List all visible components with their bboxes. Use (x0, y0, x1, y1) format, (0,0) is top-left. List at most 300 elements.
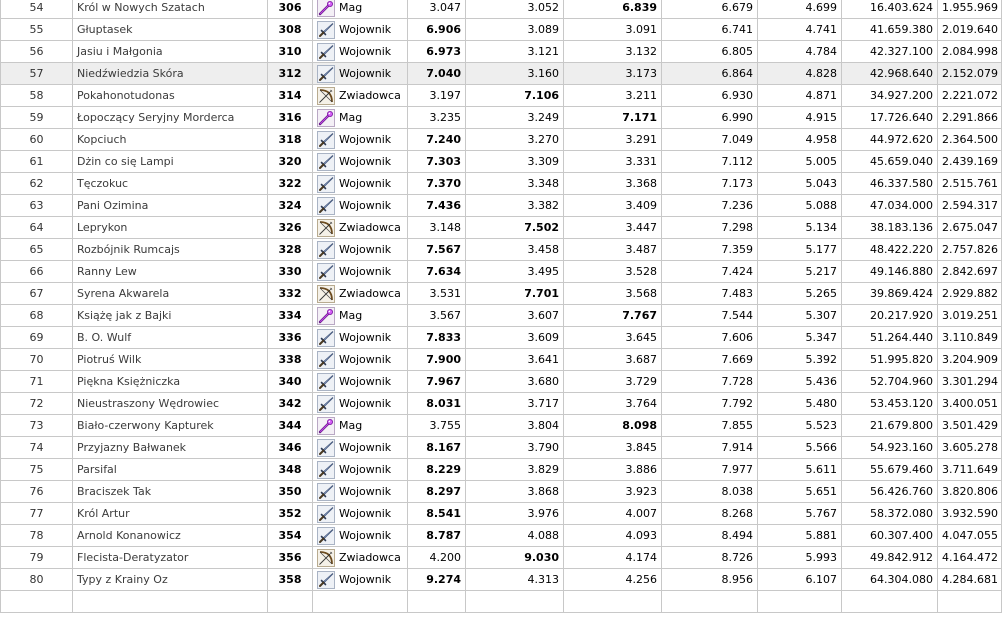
stat-s3-cell: 4.093 (564, 525, 662, 547)
class-label: Zwiadowca (339, 551, 401, 564)
opponent-name-cell[interactable]: Ranny Lew (73, 261, 268, 283)
experience-cell (842, 591, 938, 613)
class-label: Zwiadowca (339, 221, 401, 234)
stat-s2-cell: 3.609 (466, 327, 564, 349)
stat-s4-cell: 7.112 (662, 151, 758, 173)
stat-s2-cell: 4.313 (466, 569, 564, 591)
opponent-name-cell[interactable]: Król Artur (73, 503, 268, 525)
table-row[interactable] (1, 239, 1002, 261)
stat-s2-cell: 7.502 (466, 217, 564, 239)
stat-s2-cell: 3.249 (466, 107, 564, 129)
level-cell: 332 (268, 283, 313, 305)
class-cell (313, 261, 408, 283)
level-cell (268, 591, 313, 613)
sword-icon (317, 527, 335, 545)
opponent-name-cell[interactable]: Syrena Akwarela (73, 283, 268, 305)
stat-s5-cell: 5.265 (758, 283, 842, 305)
stat-s4-cell: 7.728 (662, 371, 758, 393)
stat-s3-cell: 7.171 (564, 107, 662, 129)
rank-cell: 72 (1, 393, 73, 415)
stat-s4-cell: 8.494 (662, 525, 758, 547)
class-label: Mag (339, 111, 363, 124)
table-row[interactable] (1, 19, 1002, 41)
stat-s5-cell: 6.107 (758, 569, 842, 591)
rank-cell: 56 (1, 41, 73, 63)
level-cell: 334 (268, 305, 313, 327)
class-cell (313, 63, 408, 85)
class-cell (313, 217, 408, 239)
gold-cell: 2.019.640 (938, 19, 1002, 41)
level-cell: 306 (268, 0, 313, 19)
rank-cell: 71 (1, 371, 73, 393)
stat-s2-cell: 3.160 (466, 63, 564, 85)
class-label: Wojownik (339, 573, 392, 586)
class-cell (313, 85, 408, 107)
stat-s3-cell: 4.174 (564, 547, 662, 569)
stat-s4-cell: 6.864 (662, 63, 758, 85)
class-cell (313, 591, 408, 613)
stat-s4-cell: 6.990 (662, 107, 758, 129)
bow-icon (317, 549, 335, 567)
stat-s3-cell: 4.256 (564, 569, 662, 591)
stat-s3-cell: 3.568 (564, 283, 662, 305)
stat-s4-cell: 6.805 (662, 41, 758, 63)
level-cell: 336 (268, 327, 313, 349)
class-label: Zwiadowca (339, 89, 401, 102)
experience-cell: 42.327.100 (842, 41, 938, 63)
class-label: Wojownik (339, 375, 392, 388)
class-cell (313, 19, 408, 41)
experience-cell: 17.726.640 (842, 107, 938, 129)
stat-s1-cell: 7.634 (408, 261, 466, 283)
level-cell: 342 (268, 393, 313, 415)
level-cell: 312 (268, 63, 313, 85)
class-cell (313, 569, 408, 591)
sword-icon (317, 571, 335, 589)
gold-cell: 2.439.169 (938, 151, 1002, 173)
rank-cell: 60 (1, 129, 73, 151)
level-cell: 358 (268, 569, 313, 591)
table-row[interactable] (1, 173, 1002, 195)
stat-s4-cell: 6.679 (662, 0, 758, 19)
class-label: Mag (339, 309, 363, 322)
class-cell (313, 327, 408, 349)
table-row[interactable] (1, 371, 1002, 393)
stat-s5-cell: 5.767 (758, 503, 842, 525)
level-cell: 308 (268, 19, 313, 41)
stat-s3-cell: 4.007 (564, 503, 662, 525)
stat-s2-cell: 3.309 (466, 151, 564, 173)
stat-s1-cell: 4.200 (408, 547, 466, 569)
rank-cell: 57 (1, 63, 73, 85)
stat-s5-cell: 4.958 (758, 129, 842, 151)
gold-cell: 1.955.969 (938, 0, 1002, 19)
class-cell (313, 283, 408, 305)
rank-cell: 69 (1, 327, 73, 349)
stat-s2-cell: 3.607 (466, 305, 564, 327)
bow-icon (317, 285, 335, 303)
table-row[interactable] (1, 261, 1002, 283)
opponent-name-cell[interactable]: B. O. Wulf (73, 327, 268, 349)
opponent-name-cell[interactable]: Leprykon (73, 217, 268, 239)
opponent-name-cell[interactable]: Pokahonotudonas (73, 85, 268, 107)
experience-cell: 64.304.080 (842, 569, 938, 591)
gold-cell: 4.047.055 (938, 525, 1002, 547)
gold-cell: 2.152.079 (938, 63, 1002, 85)
stat-s2-cell: 3.458 (466, 239, 564, 261)
stat-s1-cell: 7.567 (408, 239, 466, 261)
class-label: Wojownik (339, 507, 392, 520)
stat-s3-cell: 6.839 (564, 0, 662, 19)
opponent-name-cell[interactable]: Kopciuch (73, 129, 268, 151)
stat-s4-cell: 7.483 (662, 283, 758, 305)
level-cell: 350 (268, 481, 313, 503)
table-row[interactable] (1, 63, 1002, 85)
stat-s5-cell: 5.881 (758, 525, 842, 547)
stat-s5-cell: 5.217 (758, 261, 842, 283)
gold-cell: 3.400.051 (938, 393, 1002, 415)
table-row[interactable] (1, 129, 1002, 151)
level-cell: 344 (268, 415, 313, 437)
sword-icon (317, 197, 335, 215)
rank-cell: 66 (1, 261, 73, 283)
table-row[interactable] (1, 327, 1002, 349)
class-cell (313, 239, 408, 261)
stat-s4-cell: 7.424 (662, 261, 758, 283)
stat-s5-cell: 5.651 (758, 481, 842, 503)
stat-s1-cell: 8.297 (408, 481, 466, 503)
rank-cell: 61 (1, 151, 73, 173)
stat-s1-cell: 6.973 (408, 41, 466, 63)
table-row[interactable] (1, 217, 1002, 239)
experience-cell: 34.927.200 (842, 85, 938, 107)
stat-s3-cell: 3.291 (564, 129, 662, 151)
stat-s3-cell: 3.687 (564, 349, 662, 371)
stat-s1-cell: 3.197 (408, 85, 466, 107)
sword-icon (317, 395, 335, 413)
table-row[interactable] (1, 459, 1002, 481)
opponent-name-cell[interactable]: Parsifal (73, 459, 268, 481)
stat-s2-cell: 3.382 (466, 195, 564, 217)
stat-s4-cell: 6.930 (662, 85, 758, 107)
stat-s1-cell: 3.531 (408, 283, 466, 305)
table-row[interactable] (1, 481, 1002, 503)
rank-cell (1, 591, 73, 613)
experience-cell: 21.679.800 (842, 415, 938, 437)
table-row[interactable] (1, 569, 1002, 591)
opponent-name-cell[interactable]: Przyjazny Bałwanek (73, 437, 268, 459)
stat-s4-cell: 7.914 (662, 437, 758, 459)
opponent-name-cell[interactable]: Rozbójnik Rumcajs (73, 239, 268, 261)
experience-cell: 39.869.424 (842, 283, 938, 305)
class-label: Wojownik (339, 441, 392, 454)
opponent-name-cell[interactable]: Książę jak z Bajki (73, 305, 268, 327)
opponent-name-cell[interactable]: Tęczokuc (73, 173, 268, 195)
stat-s4-cell: 7.173 (662, 173, 758, 195)
stat-s1-cell: 8.787 (408, 525, 466, 547)
stat-s4-cell: 7.049 (662, 129, 758, 151)
stat-s4-cell: 8.956 (662, 569, 758, 591)
sword-icon (317, 483, 335, 501)
stat-s3-cell: 3.886 (564, 459, 662, 481)
stat-s1-cell: 7.303 (408, 151, 466, 173)
class-cell (313, 41, 408, 63)
class-label: Wojownik (339, 463, 392, 476)
class-label: Mag (339, 419, 363, 432)
stat-s5-cell: 4.828 (758, 63, 842, 85)
stat-s1-cell: 8.167 (408, 437, 466, 459)
stat-s5-cell: 5.307 (758, 305, 842, 327)
experience-cell: 46.337.580 (842, 173, 938, 195)
class-label: Wojownik (339, 177, 392, 190)
opponent-name-cell[interactable]: Jasiu i Małgonia (73, 41, 268, 63)
rank-cell: 76 (1, 481, 73, 503)
sword-icon (317, 351, 335, 369)
stat-s4-cell: 7.298 (662, 217, 758, 239)
experience-cell: 51.995.820 (842, 349, 938, 371)
class-label: Wojownik (339, 67, 392, 80)
class-cell (313, 525, 408, 547)
gold-cell: 3.301.294 (938, 371, 1002, 393)
rank-cell: 68 (1, 305, 73, 327)
wand-icon (317, 417, 335, 435)
table-row[interactable] (1, 503, 1002, 525)
opponent-name-cell[interactable]: Nieustraszony Wędrowiec (73, 393, 268, 415)
table-body (1, 0, 1002, 613)
class-label: Wojownik (339, 199, 392, 212)
table-row[interactable] (1, 151, 1002, 173)
class-label: Wojownik (339, 529, 392, 542)
opponent-name-cell[interactable]: Pani Ozimina (73, 195, 268, 217)
stat-s3-cell: 3.528 (564, 261, 662, 283)
stat-s3-cell: 3.845 (564, 437, 662, 459)
stat-s1-cell: 3.567 (408, 305, 466, 327)
stat-s3-cell: 3.173 (564, 63, 662, 85)
opponent-name-cell[interactable]: Braciszek Tak (73, 481, 268, 503)
level-cell: 326 (268, 217, 313, 239)
sword-icon (317, 153, 335, 171)
rank-cell: 79 (1, 547, 73, 569)
class-cell (313, 107, 408, 129)
experience-cell: 49.146.880 (842, 261, 938, 283)
stat-s2-cell: 9.030 (466, 547, 564, 569)
gold-cell: 2.221.072 (938, 85, 1002, 107)
rank-cell: 80 (1, 569, 73, 591)
table-row[interactable] (1, 349, 1002, 371)
stat-s5-cell: 5.566 (758, 437, 842, 459)
level-cell: 324 (268, 195, 313, 217)
table-row[interactable] (1, 107, 1002, 129)
opponent-name-cell[interactable]: Arnold Konanowicz (73, 525, 268, 547)
class-cell (313, 129, 408, 151)
gold-cell: 3.820.806 (938, 481, 1002, 503)
gold-cell (938, 591, 1002, 613)
class-cell (313, 349, 408, 371)
rank-cell: 64 (1, 217, 73, 239)
rank-cell: 62 (1, 173, 73, 195)
rank-cell: 59 (1, 107, 73, 129)
rank-cell: 58 (1, 85, 73, 107)
stat-s5-cell: 5.611 (758, 459, 842, 481)
stat-s2-cell: 3.680 (466, 371, 564, 393)
stat-s1-cell: 8.541 (408, 503, 466, 525)
opponent-name-cell[interactable]: Łopoczący Seryjny Morderca (73, 107, 268, 129)
stat-s2-cell: 3.270 (466, 129, 564, 151)
class-cell (313, 503, 408, 525)
rank-cell: 65 (1, 239, 73, 261)
stat-s5-cell: 4.699 (758, 0, 842, 19)
opponent-name-cell[interactable]: Typy z Krainy Oz (73, 569, 268, 591)
sword-icon (317, 65, 335, 83)
wand-icon (317, 109, 335, 127)
bow-icon (317, 87, 335, 105)
class-label: Wojownik (339, 155, 392, 168)
level-cell: 348 (268, 459, 313, 481)
class-label: Wojownik (339, 133, 392, 146)
stat-s3-cell: 3.368 (564, 173, 662, 195)
stat-s3-cell: 3.729 (564, 371, 662, 393)
table-row[interactable] (1, 591, 1002, 613)
stat-s1-cell: 7.436 (408, 195, 466, 217)
table-row[interactable] (1, 437, 1002, 459)
stat-s1-cell: 7.240 (408, 129, 466, 151)
stat-s4-cell: 8.268 (662, 503, 758, 525)
experience-cell: 41.659.380 (842, 19, 938, 41)
table-row[interactable] (1, 415, 1002, 437)
gold-cell: 4.284.681 (938, 569, 1002, 591)
experience-cell: 51.264.440 (842, 327, 938, 349)
table-row[interactable] (1, 393, 1002, 415)
gold-cell: 2.675.047 (938, 217, 1002, 239)
stat-s5-cell: 5.392 (758, 349, 842, 371)
level-cell: 346 (268, 437, 313, 459)
rank-cell: 77 (1, 503, 73, 525)
stat-s2-cell: 3.641 (466, 349, 564, 371)
class-cell (313, 547, 408, 569)
stat-s3-cell: 3.487 (564, 239, 662, 261)
rank-cell: 67 (1, 283, 73, 305)
opponent-name-cell[interactable]: Piotruś Wilk (73, 349, 268, 371)
class-cell (313, 415, 408, 437)
stat-s3-cell: 3.331 (564, 151, 662, 173)
stat-s1-cell: 3.755 (408, 415, 466, 437)
opponent-name-cell[interactable]: Piękna Księżniczka (73, 371, 268, 393)
stat-s2-cell: 3.717 (466, 393, 564, 415)
stat-s5-cell: 5.993 (758, 547, 842, 569)
class-label: Wojownik (339, 331, 392, 344)
table-row[interactable] (1, 547, 1002, 569)
stat-s2-cell: 3.495 (466, 261, 564, 283)
stat-s4-cell: 7.669 (662, 349, 758, 371)
stat-s1-cell: 3.148 (408, 217, 466, 239)
gold-cell: 2.842.697 (938, 261, 1002, 283)
opponent-name-cell[interactable]: Dżin co się Lampi (73, 151, 268, 173)
table-row[interactable] (1, 0, 1002, 19)
table-row[interactable] (1, 41, 1002, 63)
level-cell: 320 (268, 151, 313, 173)
stat-s1-cell: 3.235 (408, 107, 466, 129)
sword-icon (317, 373, 335, 391)
rank-cell: 70 (1, 349, 73, 371)
stat-s4-cell: 7.977 (662, 459, 758, 481)
opponent-name-cell[interactable] (73, 591, 268, 613)
class-cell (313, 305, 408, 327)
gold-cell: 2.515.761 (938, 173, 1002, 195)
stat-s4-cell: 8.038 (662, 481, 758, 503)
stat-s3-cell: 3.923 (564, 481, 662, 503)
stat-s5-cell: 5.177 (758, 239, 842, 261)
opponent-name-cell[interactable]: Flecista-Deratyzator (73, 547, 268, 569)
gold-cell: 2.929.882 (938, 283, 1002, 305)
opponent-name-cell[interactable]: Król w Nowych Szatach (73, 0, 268, 19)
stat-s4-cell: 7.855 (662, 415, 758, 437)
opponent-name-cell[interactable]: Biało-czerwony Kapturek (73, 415, 268, 437)
gold-cell: 2.364.500 (938, 129, 1002, 151)
experience-cell: 38.183.136 (842, 217, 938, 239)
gold-cell: 4.164.472 (938, 547, 1002, 569)
sword-icon (317, 175, 335, 193)
level-cell: 314 (268, 85, 313, 107)
sword-icon (317, 505, 335, 523)
stat-s3-cell: 3.764 (564, 393, 662, 415)
table-row[interactable] (1, 305, 1002, 327)
experience-cell: 54.923.160 (842, 437, 938, 459)
stat-s5-cell: 5.347 (758, 327, 842, 349)
stat-s5-cell: 5.043 (758, 173, 842, 195)
stat-s1-cell: 7.370 (408, 173, 466, 195)
table-row[interactable] (1, 525, 1002, 547)
level-cell: 310 (268, 41, 313, 63)
class-cell (313, 437, 408, 459)
stat-s5-cell: 5.523 (758, 415, 842, 437)
gold-cell: 3.110.849 (938, 327, 1002, 349)
gold-cell: 3.711.649 (938, 459, 1002, 481)
stat-s4-cell: 8.726 (662, 547, 758, 569)
sword-icon (317, 329, 335, 347)
sword-icon (317, 241, 335, 259)
class-label: Zwiadowca (339, 287, 401, 300)
table-row[interactable] (1, 283, 1002, 305)
table-row[interactable] (1, 195, 1002, 217)
stat-s2-cell: 3.121 (466, 41, 564, 63)
stat-s5-cell: 5.088 (758, 195, 842, 217)
class-label: Wojownik (339, 243, 392, 256)
class-cell (313, 0, 408, 19)
stat-s2-cell (466, 591, 564, 613)
class-cell (313, 151, 408, 173)
level-cell: 340 (268, 371, 313, 393)
table-row[interactable] (1, 85, 1002, 107)
class-label: Wojownik (339, 485, 392, 498)
stat-s2-cell: 3.976 (466, 503, 564, 525)
experience-cell: 48.422.220 (842, 239, 938, 261)
level-cell: 352 (268, 503, 313, 525)
experience-cell: 42.968.640 (842, 63, 938, 85)
class-cell (313, 371, 408, 393)
stat-s2-cell: 3.790 (466, 437, 564, 459)
gold-cell: 3.204.909 (938, 349, 1002, 371)
stat-s2-cell: 3.052 (466, 0, 564, 19)
rank-cell: 54 (1, 0, 73, 19)
opponent-name-cell[interactable]: Niedźwiedzia Skóra (73, 63, 268, 85)
stat-s1-cell: 3.047 (408, 0, 466, 19)
rank-cell: 55 (1, 19, 73, 41)
opponent-name-cell[interactable]: Głuptasek (73, 19, 268, 41)
class-cell (313, 481, 408, 503)
stat-s4-cell: 7.359 (662, 239, 758, 261)
experience-cell: 20.217.920 (842, 305, 938, 327)
gold-cell: 3.501.429 (938, 415, 1002, 437)
